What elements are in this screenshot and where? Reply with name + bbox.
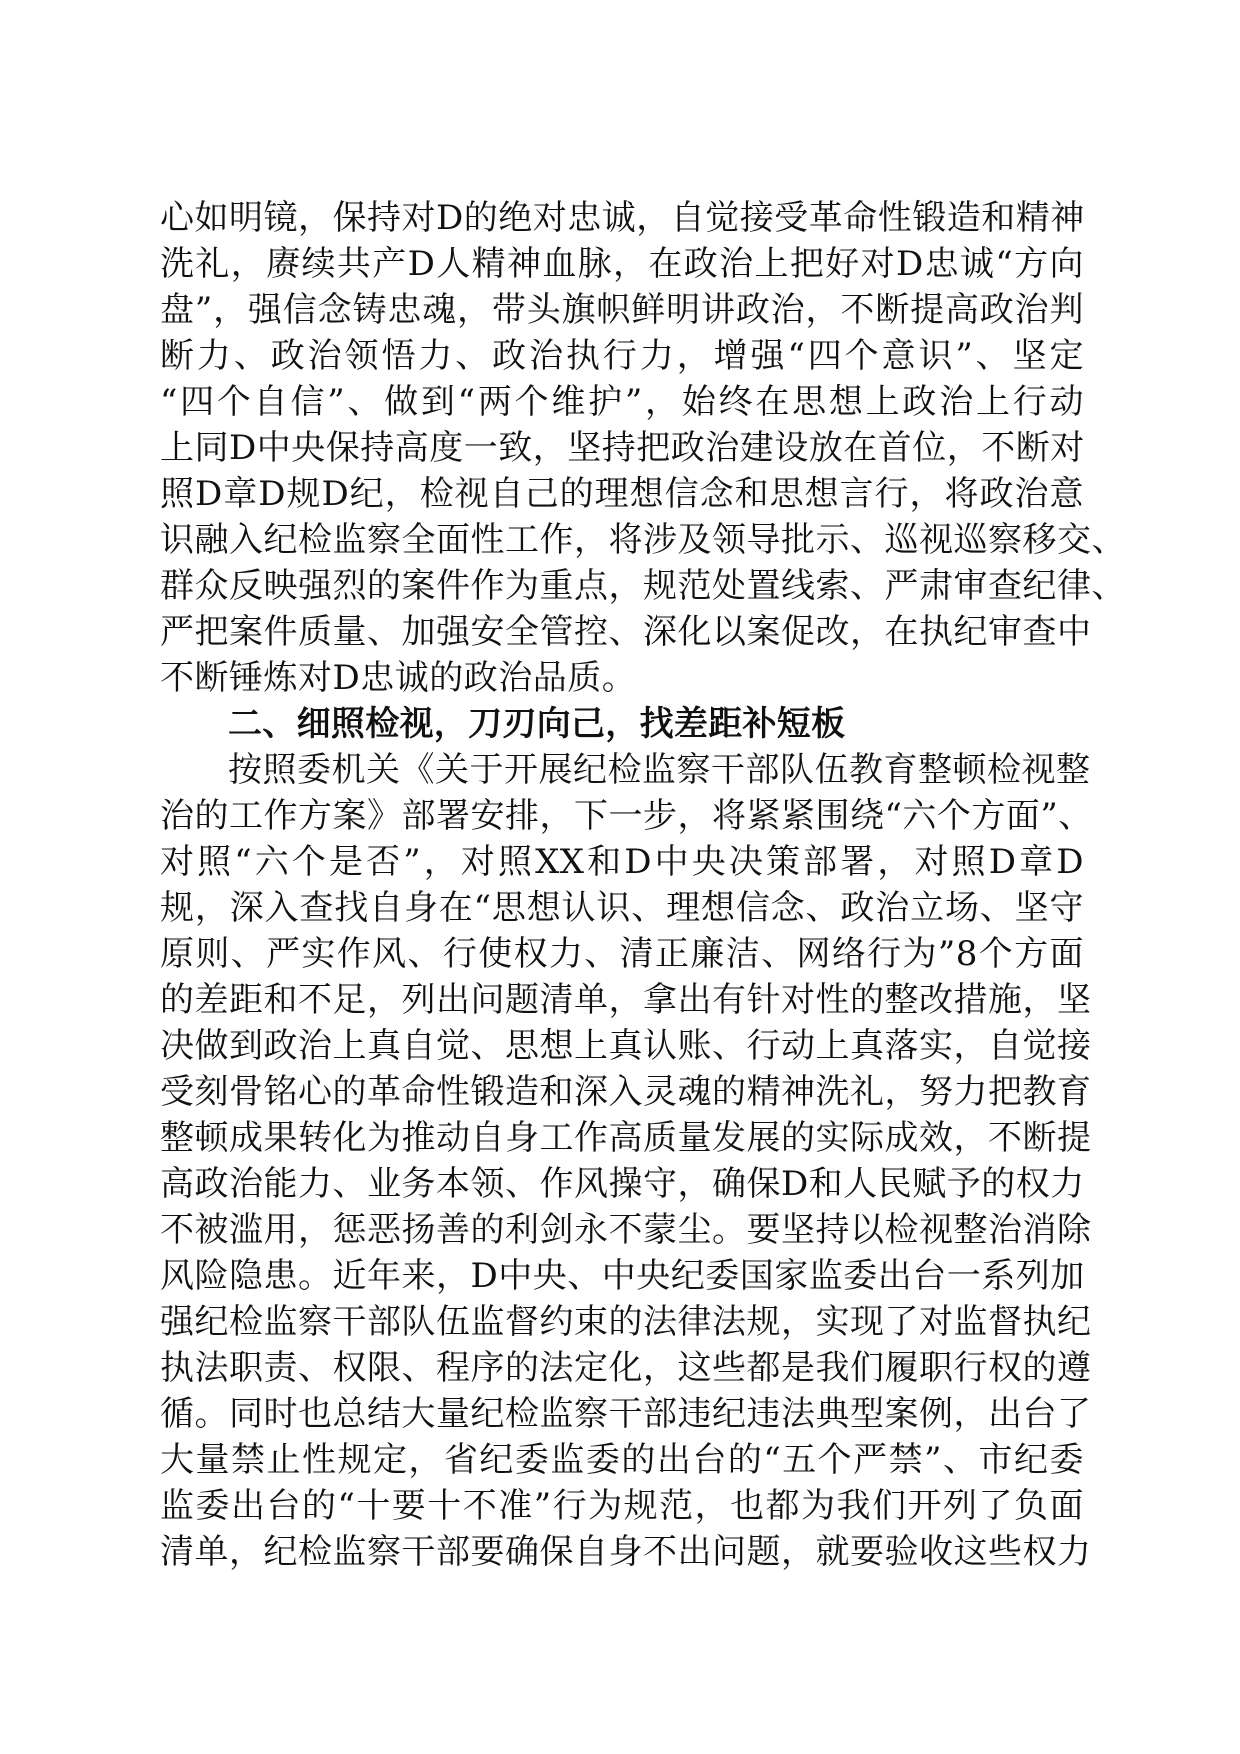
text-line: 循。同时也总结大量纪检监察干部违纪违法典型案例，出台了 [160, 1394, 1092, 1434]
paragraph-self-inspection [160, 747, 1093, 1575]
text-line: 群众反映强烈的案件作为重点，规范处置线索、严肃审查纪律、 [160, 566, 1126, 606]
text-line: 的差距和不足，列出问题清单，拿出有针对性的整改措施，坚 [160, 980, 1092, 1020]
text-line: 大量禁止性规定，省纪委监委的出台的“五个严禁”、市纪委 [160, 1440, 1084, 1480]
text-line: 决做到政治上真自觉、思想上真认账、行动上真落实，自觉接 [160, 1026, 1092, 1066]
text-line: 识融入纪检监察全面性工作，将涉及领导批示、巡视巡察移交、 [160, 520, 1126, 560]
text-line: 严把案件质量、加强安全管控、深化以案促改，在执纪审查中 [160, 612, 1092, 652]
text-line: 上同D中央保持高度一致，坚持把政治建设放在首位，不断对 [160, 428, 1085, 468]
document-page [160, 195, 1126, 1575]
text-line: 对照“六个是否”，对照XX和D中央决策部署，对照D章D [160, 842, 1084, 882]
text-line: 风险隐患。近年来，D中央、中央纪委国家监委出台一系列加 [160, 1256, 1085, 1296]
text-line: 监委出台的“十要十不准”行为规范，也都为我们开列了负面 [160, 1486, 1084, 1526]
text-line: “四个自信”、做到“两个维护”，始终在思想上政治上行动 [160, 382, 1084, 422]
text-line: 盘”，强信念铸忠魂，带头旗帜鲜明讲政治，不断提高政治判 [160, 290, 1084, 330]
text-line: 清单，纪检监察干部要确保自身不出问题，就要验收这些权力 [160, 1532, 1092, 1572]
text-line: 原则、严实作风、行使权力、清正廉洁、网络行为”8个方面 [160, 934, 1084, 974]
section-heading: 二、细照检视，刀刃向己，找差距补短板 [228, 704, 846, 744]
text-line: 强纪检监察干部队伍监督约束的法律法规，实现了对监督执纪 [160, 1302, 1092, 1342]
text-line: 洗礼，赓续共产D人精神血脉，在政治上把好对D忠诚“方向 [160, 244, 1084, 284]
text-line: 高政治能力、业务本领、作风操守，确保D和人民赋予的权力 [160, 1164, 1085, 1204]
text-line: 心如明镜，保持对D的绝对忠诚，自觉接受革命性锻造和精神 [160, 198, 1085, 238]
text-line: 执法职责、权限、程序的法定化，这些都是我们履职行权的遵 [160, 1348, 1092, 1388]
text-line: 不被滥用，惩恶扬善的利剑永不蒙尘。要坚持以检视整治消除 [160, 1210, 1092, 1250]
text-line: 治的工作方案》部署安排，下一步，将紧紧围绕“六个方面”、 [160, 796, 1093, 836]
text-line: 整顿成果转化为推动自身工作高质量发展的实际成效，不断提 [160, 1118, 1092, 1158]
text-line: 规，深入查找自身在“思想认识、理想信念、政治立场、坚守 [160, 888, 1084, 928]
text-line: 照D章D规D纪，检视自己的理想信念和思想言行，将政治意 [160, 474, 1084, 514]
text-line: 不断锤炼对D忠诚的政治品质。 [160, 658, 637, 698]
text-line: 断力、政治领悟力、政治执行力，增强“四个意识”、坚定 [160, 336, 1084, 376]
text-line: 受刻骨铭心的革命性锻造和深入灵魂的精神洗礼，努力把教育 [160, 1072, 1092, 1112]
text-line: 按照委机关《关于开展纪检监察干部队伍教育整顿检视整 [228, 750, 1091, 790]
paragraph-political-loyalty [160, 195, 1126, 701]
